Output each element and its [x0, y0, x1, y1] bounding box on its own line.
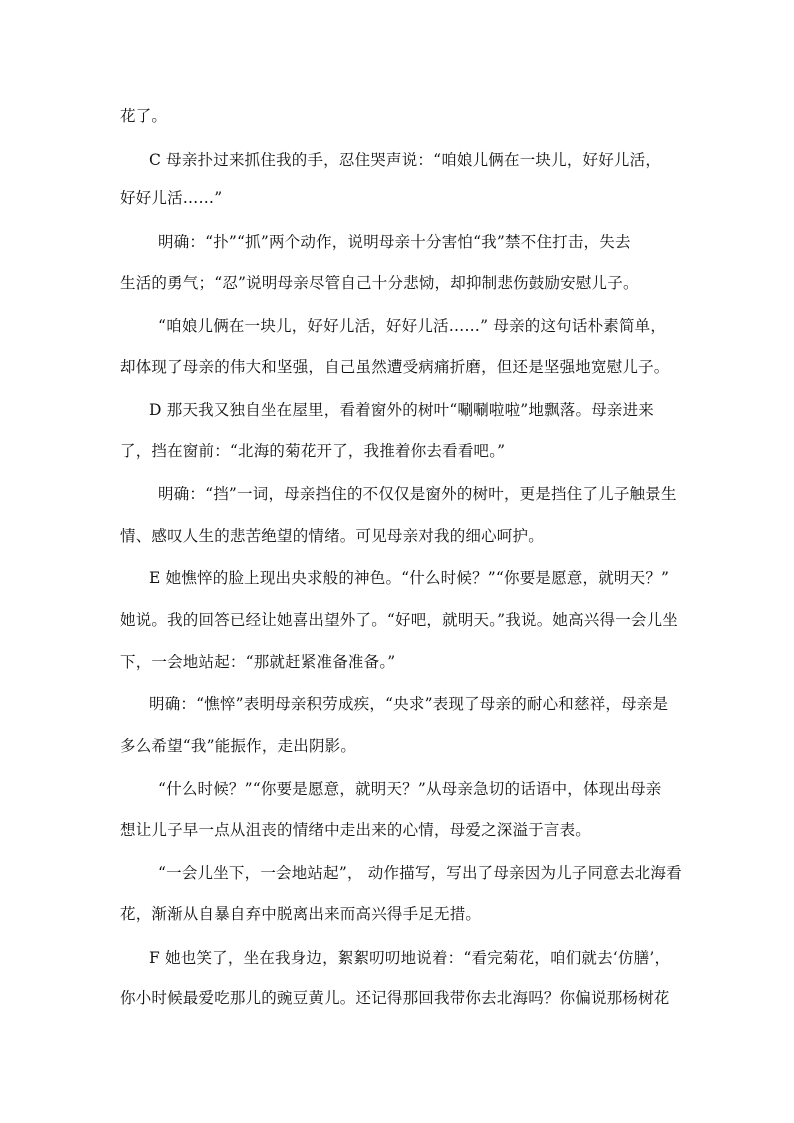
- analysis-line: 明确：“憔悴”表明母亲积劳成疾，“央求”表现了母亲的耐心和慈祥，母亲是: [149, 695, 669, 713]
- analysis-line: “一会儿坐下，一会地站起”， 动作描写，写出了母亲因为儿子同意去北海看: [158, 864, 682, 882]
- text-line: 生活的勇气；“忍”说明母亲尽管自己十分悲恸，却抑制悲伤鼓励安慰儿子。: [120, 274, 639, 292]
- paragraph-f-line-1: F 她也笑了，坐在我身边，絮絮叨叨地说着：“看完菊花，咱们就去‘仿膳’，: [149, 949, 671, 967]
- text-line: 却体现了母亲的伟大和坚强，自己虽然遭受病痛折磨，但还是坚强地宽慰儿子。: [120, 358, 670, 376]
- analysis-line: 明确：“挡”一词，母亲挡住的不仅仅是窗外的树叶，更是挡住了儿子触景生: [158, 485, 677, 503]
- text-line: 花，渐渐从自暴自弃中脱离出来而高兴得手足无措。: [120, 905, 482, 923]
- text-line: 她说。我的回答已经让她喜出望外了。“好吧，就明天。”我说。她高兴得一会儿坐: [120, 611, 679, 629]
- text-line: 花了。: [120, 107, 168, 125]
- text-line: 你小时候最爱吃那儿的豌豆黄儿。还记得那回我带你去北海吗？你偏说那杨树花: [120, 989, 670, 1007]
- text-line: 了，挡在窗前：“北海的菊花开了，我推着你去看看吧。”: [120, 442, 506, 460]
- text-line: 多么希望“我”能振作，走出阴影。: [120, 737, 357, 755]
- analysis-line: “什么时候？”“你要是愿意，就明天？”从母亲急切的话语中，体现出母亲: [158, 780, 662, 798]
- analysis-line: “咱娘儿俩在一块儿，好好儿活，好好儿活……” 母亲的这句话朴素简单，: [158, 317, 667, 335]
- text-line: 好好儿活……”: [120, 189, 223, 207]
- paragraph-e-line-1: E 她憔悴的脸上现出央求般的神色。“什么时候？”“你要是愿意，就明天？”: [149, 569, 670, 587]
- paragraph-c-line-1: C 母亲扑过来抓住我的手，忍住哭声说：“咱娘儿俩在一块儿，好好儿活，: [149, 151, 662, 169]
- analysis-line: 明确：“扑”“抓”两个动作，说明母亲十分害怕“我”禁不住打击，失去: [158, 233, 631, 251]
- text-line: 想让儿子早一点从沮丧的情绪中走出来的心情，母爱之深溢于言表。: [120, 821, 592, 839]
- text-line: 下，一会地站起：“那就赶紧准备准备。”: [120, 653, 396, 671]
- paragraph-d-line-1: D 那天我又独自坐在屋里，看着窗外的树叶“唰唰啦啦”地飘落。母亲进来: [149, 401, 655, 419]
- text-line: 情、感叹人生的悲苦绝望的情绪。可见母亲对我的细心呵护。: [120, 527, 544, 545]
